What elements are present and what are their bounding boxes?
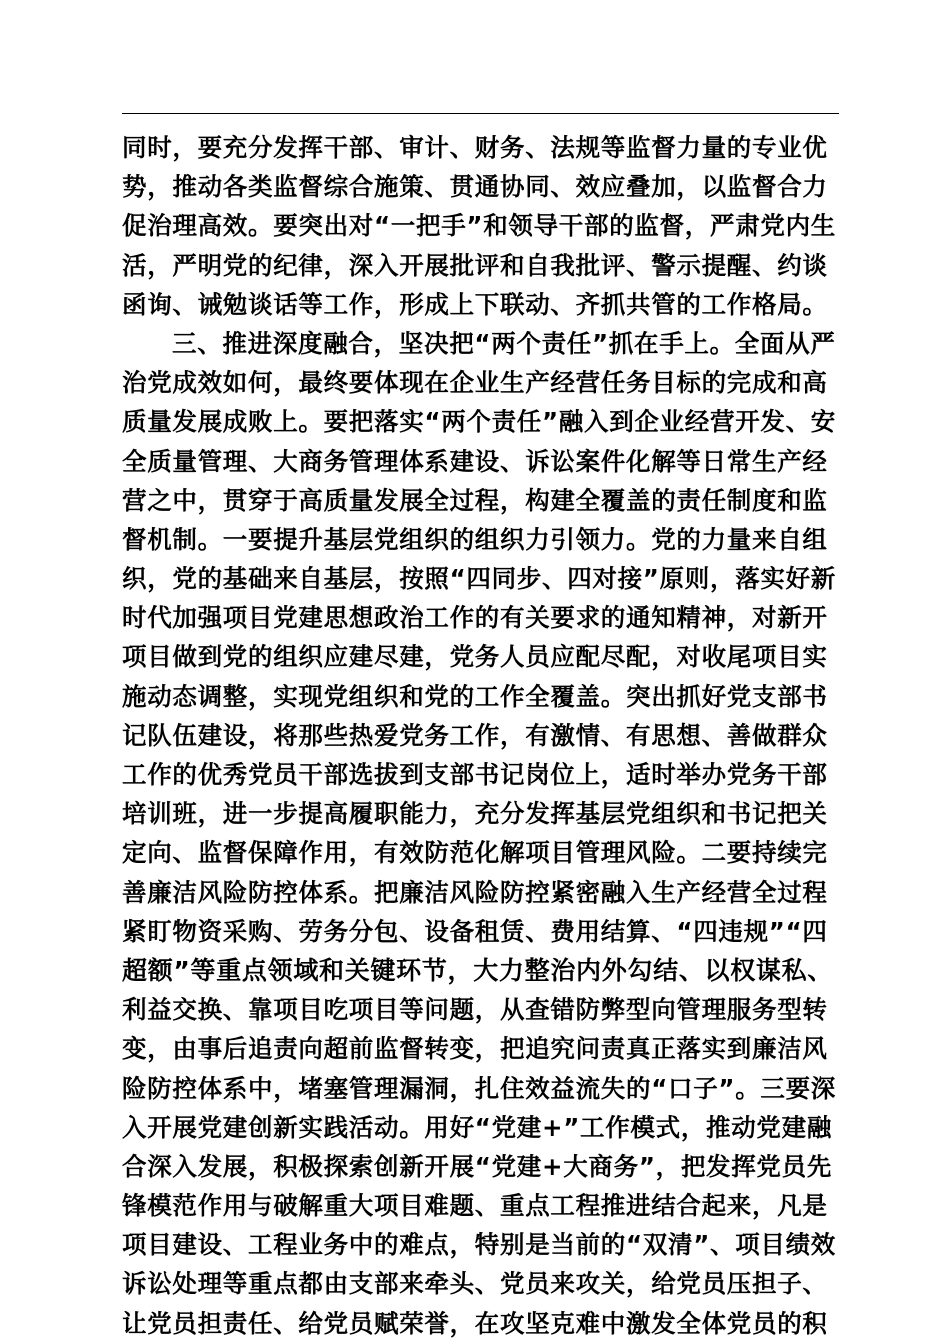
text-line: 紧盯物资采购、劳务分包、设备租赁、费用结算、“四违规”“四 — [122, 916, 828, 946]
paragraph-start-line: 三、推进深度融合，坚决把“两个责任”抓在手上。全面从严 — [172, 328, 836, 358]
text-line: 记队伍建设，将那些热爱党务工作，有激情、有思想、善做群众 — [122, 720, 828, 750]
text-line: 入开展党建创新实践活动。用好“党建+”工作模式，推动党建融 — [122, 1112, 833, 1142]
text-line: 工作的优秀党员干部选拔到支部书记岗位上，适时举办党务干部 — [122, 760, 828, 789]
text-line: 利益交换、靠项目吃项目等问题，从查错防弊型向管理服务型转 — [122, 995, 828, 1025]
text-line: 善廉洁风险防控体系。把廉洁风险防控紧密融入生产经营全过程 — [122, 877, 828, 907]
text-line: 时代加强项目党建思想政治工作的有关要求的通知精神，对新开 — [122, 603, 828, 633]
text-line: 诉讼处理等重点都由支部来牵头、党员来攻关，给党员压担子、 — [122, 1269, 828, 1299]
text-line: 治党成效如何，最终要体现在企业生产经营任务目标的完成和高 — [122, 368, 828, 398]
text-line: 势，推动各类监督综合施策、贯通协同、效应叠加，以监督合力 — [122, 172, 828, 202]
text-line: 项目建设、工程业务中的难点，特别是当前的“双清”、项目绩效 — [122, 1230, 837, 1260]
text-line: 培训班，进一步提高履职能力，充分发挥基层党组织和书记把关 — [122, 799, 828, 829]
text-line: 施动态调整，实现党组织和党的工作全覆盖。突出抓好党支部书 — [122, 681, 828, 711]
text-line: 织，党的基础来自基层，按照“四同步、四对接”原则，落实好新 — [122, 564, 837, 594]
text-line: 营之中，贯穿于高质量发展全过程，构建全覆盖的责任制度和监 — [122, 485, 828, 515]
text-line: 项目做到党的组织应建尽建，党务人员应配尽配，对收尾项目实 — [122, 642, 828, 672]
text-line: 合深入发展，积极探索创新开展“党建+大商务”，把发挥党员先 — [122, 1151, 833, 1181]
text-line: 质量发展成败上。要把落实“两个责任”融入到企业经营开发、安 — [122, 407, 837, 437]
text-line: 督机制。一要提升基层党组织的组织力引领力。党的力量来自组 — [122, 524, 828, 554]
header-rule — [122, 113, 839, 114]
text-line: 同时，要充分发挥干部、审计、财务、法规等监督力量的专业优 — [122, 133, 828, 162]
text-line: 全质量管理、大商务管理体系建设、诉讼案件化解等日常生产经 — [122, 446, 828, 476]
document-body — [122, 128, 839, 1343]
text-line: 活，严明党的纪律，深入开展批评和自我批评、警示提醒、约谈 — [122, 250, 828, 280]
text-line: 让党员担责任、给党员赋荣誉，在攻坚克难中激发全体党员的积 — [122, 1308, 828, 1338]
text-line: 超额”等重点领域和关键环节，大力整治内外勾结、以权谋私、 — [122, 955, 834, 985]
text-line: 定向、监督保障作用，有效防范化解项目管理风险。二要持续完 — [122, 838, 828, 868]
text-line: 函询、诫勉谈话等工作，形成上下联动、齐抓共管的工作格局。 — [122, 289, 828, 319]
text-line: 促治理高效。要突出对“一把手”和领导干部的监督，严肃党内生 — [122, 211, 837, 241]
text-line: 险防控体系中，堵塞管理漏洞，扎住效益流失的“口子”。三要深 — [122, 1073, 837, 1103]
text-line: 锋模范作用与破解重大项目难题、重点工程推进结合起来，凡是 — [122, 1191, 828, 1221]
text-line: 变，由事后追责向超前监督转变，把追究问责真正落实到廉洁风 — [122, 1034, 828, 1064]
